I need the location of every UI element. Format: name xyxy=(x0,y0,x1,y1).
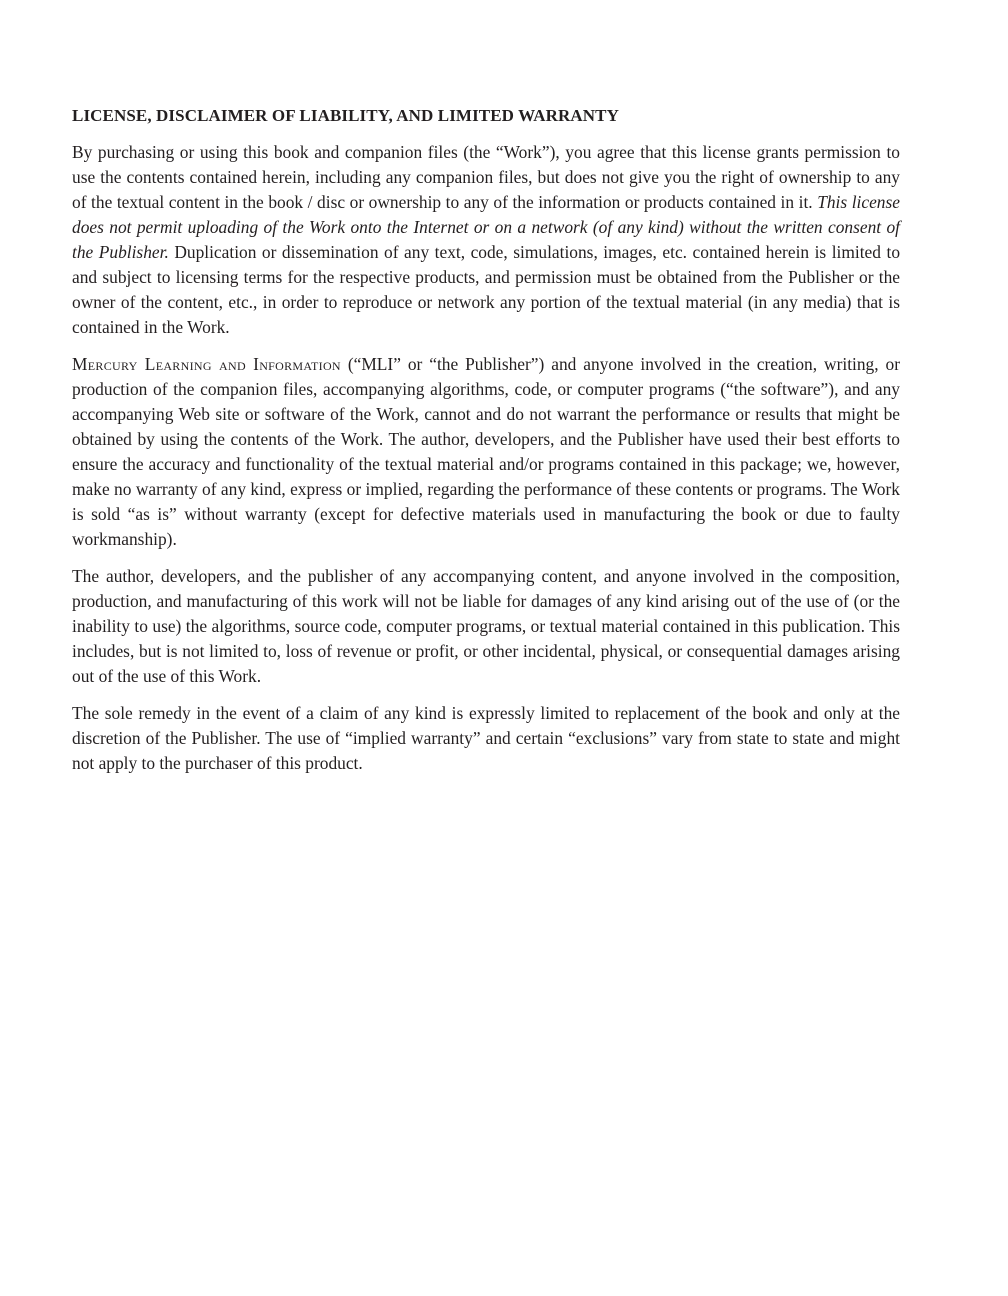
license-text-start: By purchasing or using this book and companion files (the “Work”), you agree that this license grants permission to use the contents contained herein, including any companion files, but does not give you the right of ownership to any of the textual content in the book / disc or ownership to any of the information or products contained in it. xyxy=(72,142,900,212)
license-page xyxy=(72,104,900,788)
disclaimer-text: (“MLI” or “the Publisher”) and anyone involved in the creation, writing, or production of the companion files, accompanying algorithms, code, or computer programs (“the software”), and any accompanying Web site or software of the Work, cannot and do not warrant the performance or results that might be obtained by using the contents of the Work. The author, developers, and the Publisher have used their best efforts to ensure the accuracy and functionality of the textual material and/or programs contained in this package; we, however, make no warranty of any kind, express or implied, regarding the performance of these contents or programs. The Work is sold “as is” without warranty (except for defective materials used in manufacturing the book or due to faulty workmanship). xyxy=(72,354,900,549)
license-italic-text: This license does not permit uploading of the Work onto the Internet or on a network (of any kind) without the written consent of the Publisher. xyxy=(72,192,900,262)
license-paragraph xyxy=(72,140,900,340)
liability-paragraph: The author, developers, and the publisher of any accompanying content, and anyone involved in the composition, production, and manufacturing of this work will not be liable for damages of any kind arising out of the use of (or the inability to use) the algorithms, source code, computer programs, or textual material contained in this publication. This includes, but is not limited to, loss of revenue or profit, or other incidental, physical, or consequential damages arising out of the use of this Work. xyxy=(72,566,900,686)
license-text-end: Duplication or dissemination of any text, code, simulations, images, etc. contained herein is limited to and subject to licensing terms for the respective products, and permission must be obtained from the Publisher or the owner of the content, etc., in order to reproduce or network any portion of the textual material (in any media) that is contained in the Work. xyxy=(72,242,901,337)
disclaimer-paragraph xyxy=(72,352,900,552)
publisher-name: Mercury Learning and Information xyxy=(72,354,341,374)
page-title: LICENSE, DISCLAIMER OF LIABILITY, AND LIMITED WARRANTY xyxy=(72,106,620,125)
remedy-paragraph: The sole remedy in the event of a claim of any kind is expressly limited to replacement of the book and only at the discretion of the Publisher. The use of “implied warranty” and certain “exclusions” vary from state to state and might not apply to the purchaser of this product. xyxy=(72,703,900,773)
